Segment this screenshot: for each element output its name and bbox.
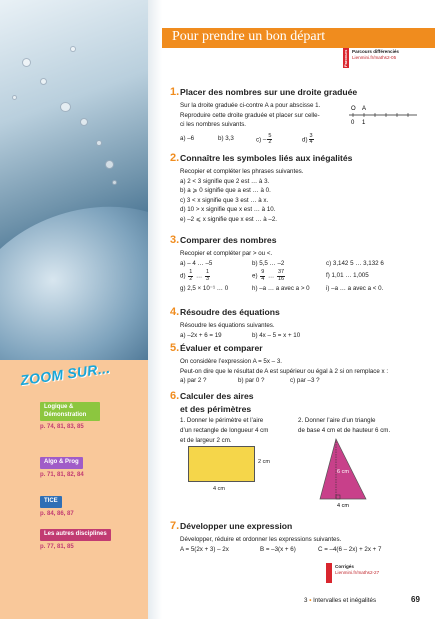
zoom-links: p. 77, 81, 85	[40, 543, 74, 550]
fraction: $\frac{1}{2}$	[189, 269, 193, 282]
parcours-url[interactable]: Lienmini.fr/maths2-05	[352, 54, 397, 60]
parcours-link[interactable]	[343, 48, 417, 70]
parcours-tag: Parcours	[343, 49, 348, 67]
corriges-title: Corrigés	[335, 564, 354, 569]
exercise-3	[170, 232, 425, 294]
zoom-tag: Logique & Démonstration	[40, 402, 100, 421]
exercise-title: Comparer des nombres	[180, 235, 277, 245]
tri-height-label: 6 cm	[337, 469, 349, 475]
point-o-label: O	[351, 106, 356, 112]
fraction: $\frac{37}{16}$	[277, 269, 285, 282]
tri-base-label: 4 cm	[337, 503, 349, 509]
expression-c: C = –4(6 – 2x) + 2x + 7	[318, 545, 382, 553]
item-b: b) 3,3	[218, 134, 234, 142]
zoom-title: ZOOM SUR...	[19, 359, 112, 389]
rectangle-figure	[188, 446, 255, 482]
exercise-number: 4.	[170, 306, 180, 318]
dots: …	[196, 272, 203, 280]
item-a: a) – 4 … –5	[180, 259, 213, 267]
item-b: b) 4x – 5 = x + 10	[252, 331, 301, 339]
fraction: $\frac{3}{4}$	[309, 132, 313, 146]
item-c: c) –	[256, 136, 267, 144]
exercise-title: Évaluer et comparer	[180, 343, 263, 353]
page-title: Pour prendre un bon départ	[162, 28, 435, 48]
chapter-number: 3	[304, 597, 308, 604]
exercise-number: 3.	[170, 234, 180, 246]
zoom-block-tice[interactable]	[40, 489, 135, 517]
item-h: h) –a … a avec a > 0	[252, 285, 310, 293]
point-a-label: A	[362, 106, 367, 112]
exercise-text: Sur la droite graduée ci-contre A a pour abscisse 1.	[180, 102, 321, 110]
triangle-figure	[314, 437, 370, 509]
zoom-links: p. 74, 81, 83, 85	[40, 424, 84, 430]
item-d: d)	[180, 272, 186, 280]
exercise-number: 2.	[170, 152, 180, 164]
tick-zero: 0	[351, 120, 355, 126]
question-1: 1. Donner le périmètre et l’aire	[180, 417, 264, 425]
question-1: et de largeur 2 cm.	[180, 436, 232, 444]
zoom-links: p. 71, 81, 82, 84	[40, 471, 84, 478]
item-g: g) 2,5 × 10⁻¹ … 0	[180, 285, 229, 293]
exercise-number: 5.	[170, 342, 180, 354]
item-c: c) par –3 ?	[290, 377, 320, 385]
item-i: i) –a … a avec a < 0.	[326, 285, 384, 293]
zoom-links: p. 84, 86, 87	[40, 510, 74, 517]
exercise-title: Développer une expression	[180, 521, 293, 531]
number-line	[349, 104, 417, 126]
exercise-7	[170, 518, 420, 554]
item-b: b) 5,5 … –2	[252, 259, 285, 267]
item-line: e) –2 ⩽ x signifie que x est … à –2.	[180, 216, 278, 224]
exercise-title: Résoudre des équations	[180, 307, 280, 317]
dots: …	[268, 272, 275, 280]
rect-width-label: 4 cm	[213, 486, 225, 492]
exercise-text: Développer, réduire et ordonner les expressions suivantes.	[180, 536, 342, 544]
exercise-text: Peut-on dire que le résultat de A est supérieur ou égal à 2 si on remplace x :	[180, 367, 389, 375]
exercise-text: On considère l’expression A = 5x – 3.	[180, 358, 282, 366]
corriges-link[interactable]	[326, 563, 406, 585]
exercise-number: 1.	[170, 86, 180, 98]
rect-height-label: 2 cm	[258, 459, 270, 465]
corriges-tag	[326, 563, 332, 583]
item-a: a) par 2 ?	[180, 377, 207, 385]
item-line: a) 2 < 3 signifie que 2 est … à 3.	[180, 177, 270, 185]
cover-photo	[0, 0, 148, 360]
fraction: $\frac{1}{3}$	[205, 269, 210, 282]
chapter-title: Intervalles et inégalités	[313, 597, 377, 604]
chapter-footer: 3 • Intervalles et inégalités	[304, 597, 377, 604]
item-c: c) 3,142 5 … 3,132 6	[326, 259, 384, 267]
exercise-5	[170, 340, 430, 386]
item-e: e)	[252, 272, 258, 280]
exercise-title: Calculer des aires	[180, 391, 254, 401]
item-b: b) par 0 ?	[238, 377, 265, 385]
exercise-6	[170, 388, 425, 445]
exercise-text: Reproduire cette droite graduée et placer sur celle-	[180, 111, 320, 119]
page-gutter	[148, 0, 162, 619]
exercise-number: 6.	[170, 390, 180, 402]
item-a: a) –2x + 6 = 19	[180, 331, 222, 339]
item-line: c) 3 < x signifie que 3 est … à x.	[180, 196, 269, 204]
exercise-number: 7.	[170, 520, 180, 532]
zoom-block-logique[interactable]	[40, 402, 135, 430]
item-line: b) a ⩾ 0 signifie que a est … à 0.	[180, 187, 271, 195]
page-number: 69	[411, 595, 420, 604]
exercise-2	[170, 150, 420, 225]
zoom-tag: TICE	[40, 496, 62, 508]
exercise-text: Recopier et compléter par > ou <.	[180, 250, 273, 258]
exercise-text: Recopier et compléter les phrases suivantes.	[180, 168, 304, 176]
fraction: $\frac{5}{2}$	[268, 132, 272, 146]
exercise-text: ci les nombres suivants.	[180, 121, 247, 129]
zoom-block-disciplines[interactable]	[40, 522, 135, 550]
item-d: d)	[302, 136, 308, 144]
question-2: de base 4 cm et de hauteur 6 cm.	[298, 426, 391, 434]
question-1: d’un rectangle de longueur 4 cm	[180, 426, 269, 434]
exercise-title: Connaître les symboles liés aux inégalités	[180, 153, 353, 163]
zoom-tag: Algo & Prog	[40, 457, 83, 469]
exercise-text: Résoudre les équations suivantes.	[180, 322, 275, 330]
exercise-title: Placer des nombres sur une droite graduée	[180, 87, 358, 97]
exercise-title: et des périmètres	[180, 404, 252, 415]
expression-a: A = 5(2x + 3) – 2x	[180, 545, 229, 553]
tick-one: 1	[362, 120, 366, 126]
corriges-url[interactable]: Lienmini.fr/maths2-27	[335, 569, 380, 575]
item-a: a) –6	[180, 134, 195, 142]
item-line: d) 10 > x signifie que x est … à 10.	[180, 206, 276, 214]
exercise-4	[170, 304, 420, 340]
item-f: f) 1,01 … 1,005	[326, 272, 369, 280]
fraction: $\frac{9}{4}$	[261, 269, 265, 282]
question-2: 2. Donner l’aire d’un triangle	[298, 417, 376, 425]
expression-b: B = –3(x + 6)	[260, 545, 296, 553]
zoom-tag: Les autres disciplines	[40, 529, 111, 541]
zoom-block-algo[interactable]	[40, 450, 135, 478]
parcours-title: Parcours différenciés	[352, 49, 399, 54]
